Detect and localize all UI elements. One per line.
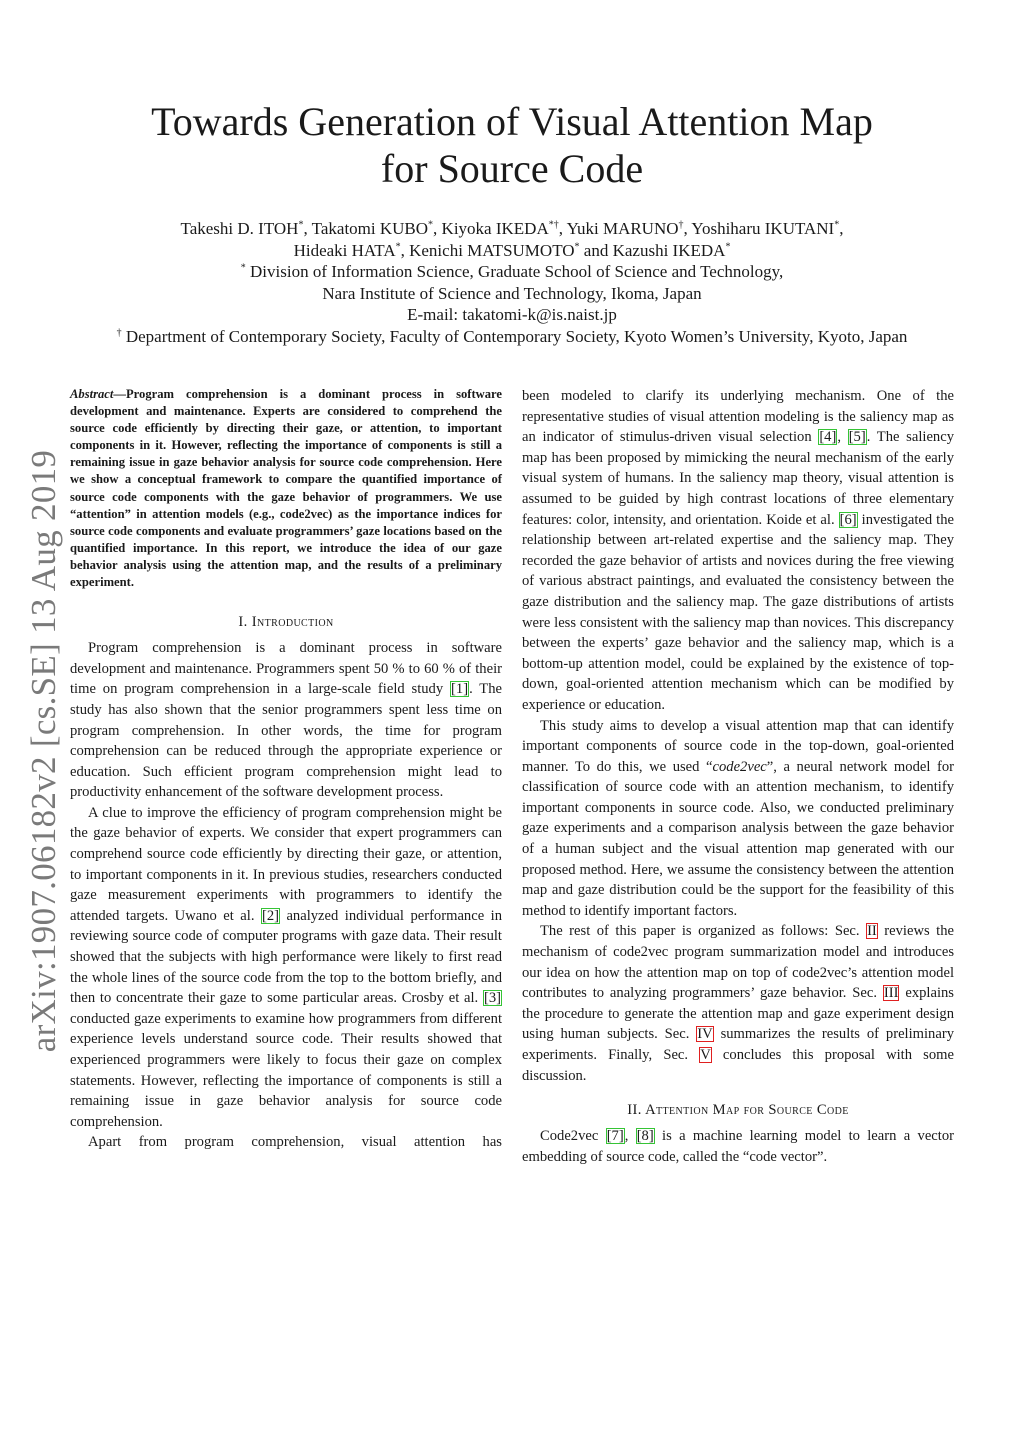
right-paragraph-2: This study aims to develop a visual attention map that can identify important components of source code in the top-down, goal-oriented manner. To do this, we used “code2vec”, a neural network model for classification of source code with an attention mechanism, to identify important components in source code. Also, we conducted preliminary gaze experiments and a comparison analysis between the gaze behavior of a human subject and the visual attention map generated with our proposed method. Here, we assume the consistency between the attention map and gaze distribution could be the support for the feasibility of this method to identify important factors. xyxy=(522,717,954,919)
citation-link[interactable]: [3] xyxy=(483,990,501,1007)
citation-link[interactable]: [1] xyxy=(451,681,469,698)
author-line-2: Hideaki HATA*, Kenichi MATSUMOTO* and Kazushi IKEDA* xyxy=(293,240,731,260)
paper-title xyxy=(0,98,1024,192)
author-line-1: Takeshi D. ITOH*, Takatomi KUBO*, Kiyoka IKEDA*†, Yuki MARUNO†, Yoshiharu IKUTANI*, xyxy=(180,219,844,238)
section-ref-link[interactable]: IV xyxy=(697,1026,713,1043)
abstract: Abstract—Program comprehension is a dominant process in software development and maintenance. Experts are considered to comprehend the source code efficiently by directing their gaze, or attention, to important components in it. However, reflecting the importance of components is still a remaining issue in gaze behavior analysis for source code comprehension. Here we show a conceptual framework to compare the quantified importance of source code components with the gaze behavior of programmers. We use “attention” in attention models (e.g., code2vec) as the importance indices for source code components and evaluate programmers’ gaze locations based on the quantified importance. In this report, we introduce the idea of our gaze behavior analysis using the attention map, and the results of a preliminary experiment. xyxy=(70,387,502,590)
email: E-mail: takatomi-k@is.naist.jp xyxy=(407,305,617,324)
affiliation-3: † Department of Contemporary Society, Faculty of Contemporary Society, Kyoto Women’s University, Kyoto, Japan xyxy=(116,326,908,346)
right-paragraph-1: been modeled to clarify its underlying mechanism. One of the representative studies of visual attention modeling is the saliency map as an indicator of stimulus-driven visual selection [4], [5]. The saliency map has been proposed by mimicking the neural mechanism of the early visual system of humans. In the saliency map theory, visual attention is assumed to be guided by high contrast locations of three elementary features: color, intensity, and orientation. Koide et al. [6] investigated the relationship between art-related expertise and the saliency map. They recorded the gaze behavior of artists and novices during the free viewing of various abstract paintings, and evaluated the consistency between the gaze distribution and the saliency map. The gaze distributions of artists were less consistent with the saliency map than novices. This discrepancy between the experts’ gaze behavior and the saliency map, which is a bottom-up attention model, could be explained by the existence of top-down, goal-oriented attention mechanism which can be modified by experience or education. xyxy=(522,388,954,713)
section-ref-link[interactable]: II xyxy=(867,923,877,940)
right-paragraph-4: Code2vec [7], [8] is a machine learning model to learn a vector embedding of source code, called the “code vector”. xyxy=(522,1128,954,1165)
section-ref-link[interactable]: III xyxy=(883,985,899,1002)
title-line-2: for Source Code xyxy=(380,146,644,191)
right-column xyxy=(522,386,954,1167)
right-paragraph-3: The rest of this paper is organized as follows: Sec. II reviews the mechanism of code2vec program summarization model and introduces our idea on how the attention map on top of code2vec’s attention model contributes to analyzing programmers’ gaze behavior. Sec. III explains the procedure to generate the attention map and gaze experiment design using human subjects. Sec. IV summarizes the results of preliminary experiments. Finally, Sec. V concludes this proposal with some discussion. xyxy=(522,923,954,1084)
title-line-1: Towards Generation of Visual Attention Map xyxy=(151,99,873,144)
affiliation-2: Nara Institute of Science and Technology, Ikoma, Japan xyxy=(322,283,702,303)
intro-paragraph-2: A clue to improve the efficiency of program comprehension might be the gaze behavior of experts. We consider that expert programmers can comprehend source code efficiently by directing their gaze, or attention, to important components in it. In previous studies, researchers conducted gaze measurement experiments with programmers to identify the attended targets. Uwano et al. [2] analyzed individual performance in reviewing source code of computer programs with gaze data. Their result showed that the subjects with high performance were likely to first read the whole lines of the source code from the top to the bottom briefly, and then to concentrate their gaze to some particular areas. Crosby et al. [3] conducted gaze experiments to examine how programmers from different experience levels understand source code. Their results showed that experienced programmers were likely to focus their gaze on complex statements. However, reflecting the importance of components is still a remaining issue in gaze behavior analysis for source code comprehension. xyxy=(70,804,502,1130)
section-heading-introduction: I. Introduction xyxy=(238,614,334,631)
arxiv-identifier: arXiv:1907.06182v2 [cs.SE] 13 Aug 2019 xyxy=(24,449,64,1053)
citation-link[interactable]: [2] xyxy=(261,907,279,924)
intro-paragraph-3: Apart from program comprehension, visual attention has xyxy=(88,1134,502,1151)
affiliation-1: * Division of Information Science, Graduate School of Science and Technology, xyxy=(240,262,784,281)
citation-link[interactable]: [4] xyxy=(819,429,837,446)
citation-link[interactable]: [6] xyxy=(839,511,857,528)
left-column xyxy=(70,386,502,1153)
author-block xyxy=(0,218,1024,347)
section-ref-link[interactable]: V xyxy=(700,1047,711,1063)
citation-link[interactable]: [7] xyxy=(606,1128,624,1145)
intro-paragraph-1: Program comprehension is a dominant process in software development and maintenance. Programmers spent 50 % to 60 % of their time on program comprehension in a large-scale field study [1]. The study has also shown that the senior programmers spent less time on program comprehension. In other words, the time for program comprehension can be reduced through the appropriate experience or education. Such efficient program comprehension might lead to productivity enhancement of the software development process. xyxy=(70,640,502,801)
section-heading-attention-map: II. Attention Map for Source Code xyxy=(627,1102,849,1119)
citation-link[interactable]: [8] xyxy=(636,1128,654,1145)
citation-link[interactable]: [5] xyxy=(848,429,866,446)
